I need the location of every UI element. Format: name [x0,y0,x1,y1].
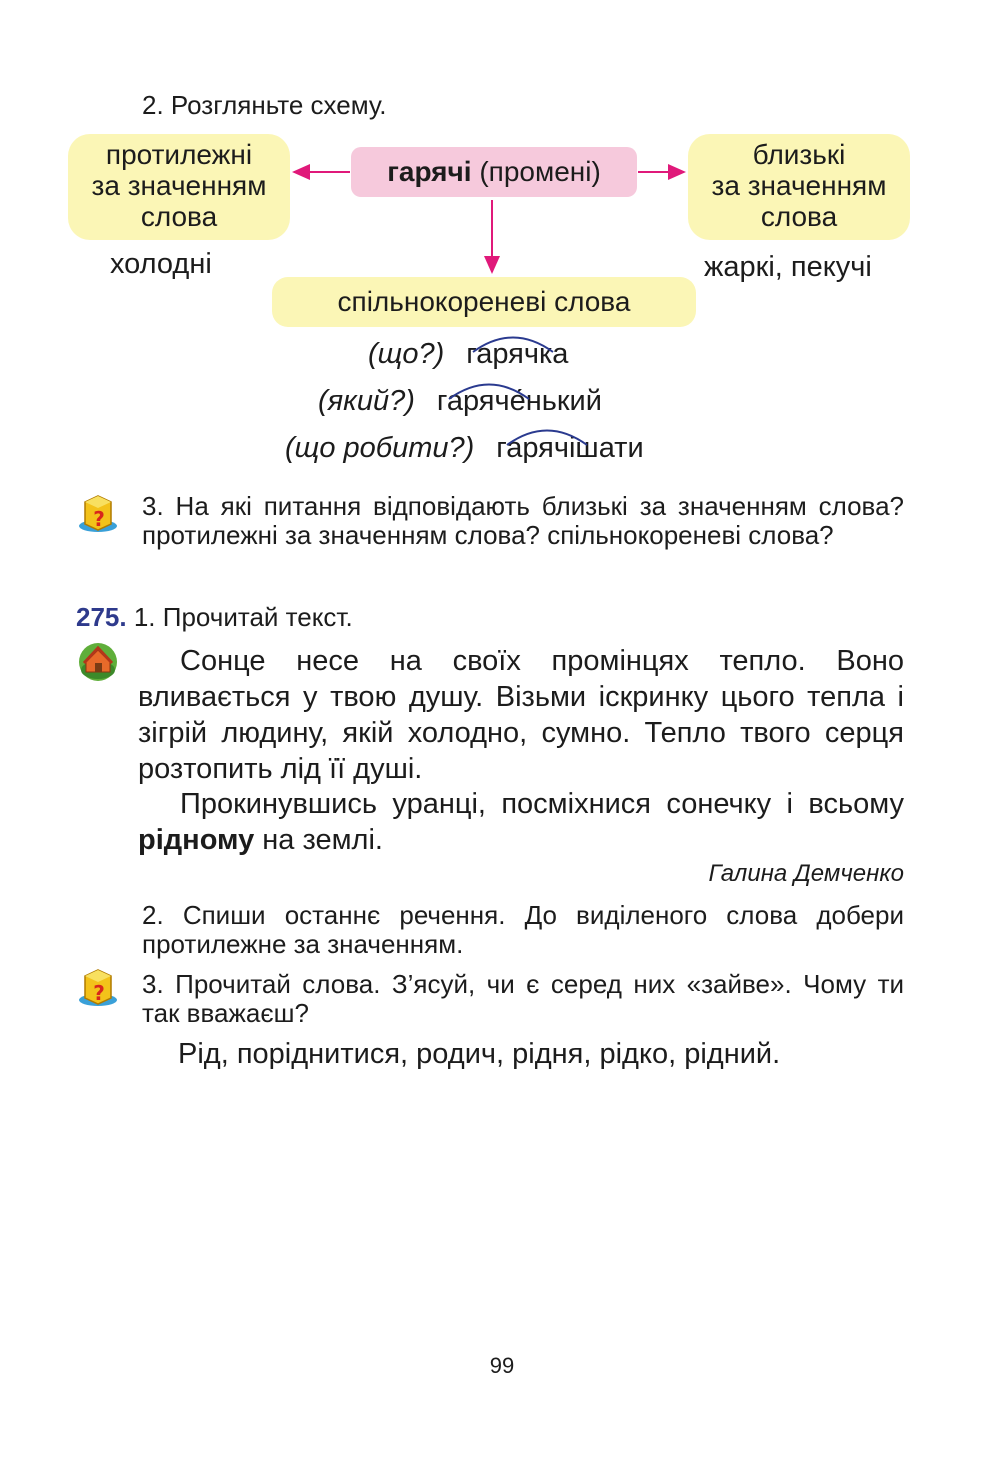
synonyms-box [688,134,910,240]
synonyms-box-line-2: за значенням [711,170,887,201]
center-word-context: (промені) [471,156,601,187]
svg-text:?: ? [93,981,105,1005]
cognates-box: спільнокореневі слова [272,277,696,327]
question-3: (що робити?) [285,432,475,464]
root-arc-1 [473,338,553,353]
synonyms-box-line-1: близькі [752,139,846,170]
question-1: (що?) [368,338,445,370]
task-3-questions: 3. На які питання відповідають близькі за значенням слова? протилежні за значенням слова? спільнокореневі слова? [142,491,904,550]
exercise-number: 275. [76,602,127,632]
center-word: гарячі [387,156,472,187]
exercise-task-1: 1. Прочитай текст. [133,602,353,632]
exercise-task-3: 3. Прочитай слова. З’ясуй, чи є серед них «зайве». Чому ти так вважаєш? [142,969,904,1028]
cognate-word-1: гарячка [466,338,569,370]
antonyms-box-line-3: слова [140,201,218,232]
center-word-box [351,147,637,197]
page-number: 99 [489,1353,515,1378]
house-icon [76,640,120,687]
text-paragraph-1: Сонце несе на своїх промінцях тепло. Воно вливається у твою душу. Візьми іскринку цього тепла і зігрій людину, якій холодно, сумно. Тепло твого серця розтопить лід її душі. [138,645,904,785]
question-mark-icon [76,492,120,539]
word-list: Рід, поріднитися, родич, рідня, рідко, рідний. [178,1038,781,1070]
exercise-header [76,602,353,633]
synonyms-box-line-3: слова [760,201,838,232]
antonyms-box-line-2: за значенням [91,170,267,201]
cognate-word-2: гаряче́нький [436,385,602,417]
root-arcs [0,320,1004,450]
root-arc-2 [449,385,529,400]
antonyms-box-line-1: протилежні [105,139,253,170]
question-mark-icon-2 [76,966,120,1013]
antonym-word: холодні [110,248,212,280]
root-arc-3 [507,431,587,446]
text-paragraph-2: Прокинувшись уранці, посміхнися сонечку і всьому рідному на землі. [138,788,904,856]
author: Галина Демченко [708,860,904,887]
question-2: (який?) [318,385,415,417]
svg-text:?: ? [93,507,105,531]
cognate-word-3: гарячішати [496,432,644,464]
highlighted-word: рідному [138,824,255,856]
exercise-task-2: 2. Спиши останнє речення. До виділеного слова добери протилежне за значенням. [142,900,904,959]
synonym-words: жаркі, пекучі [704,251,872,283]
antonyms-box [68,134,290,240]
task-2-heading: 2. Розгляньте схему. [142,90,387,120]
